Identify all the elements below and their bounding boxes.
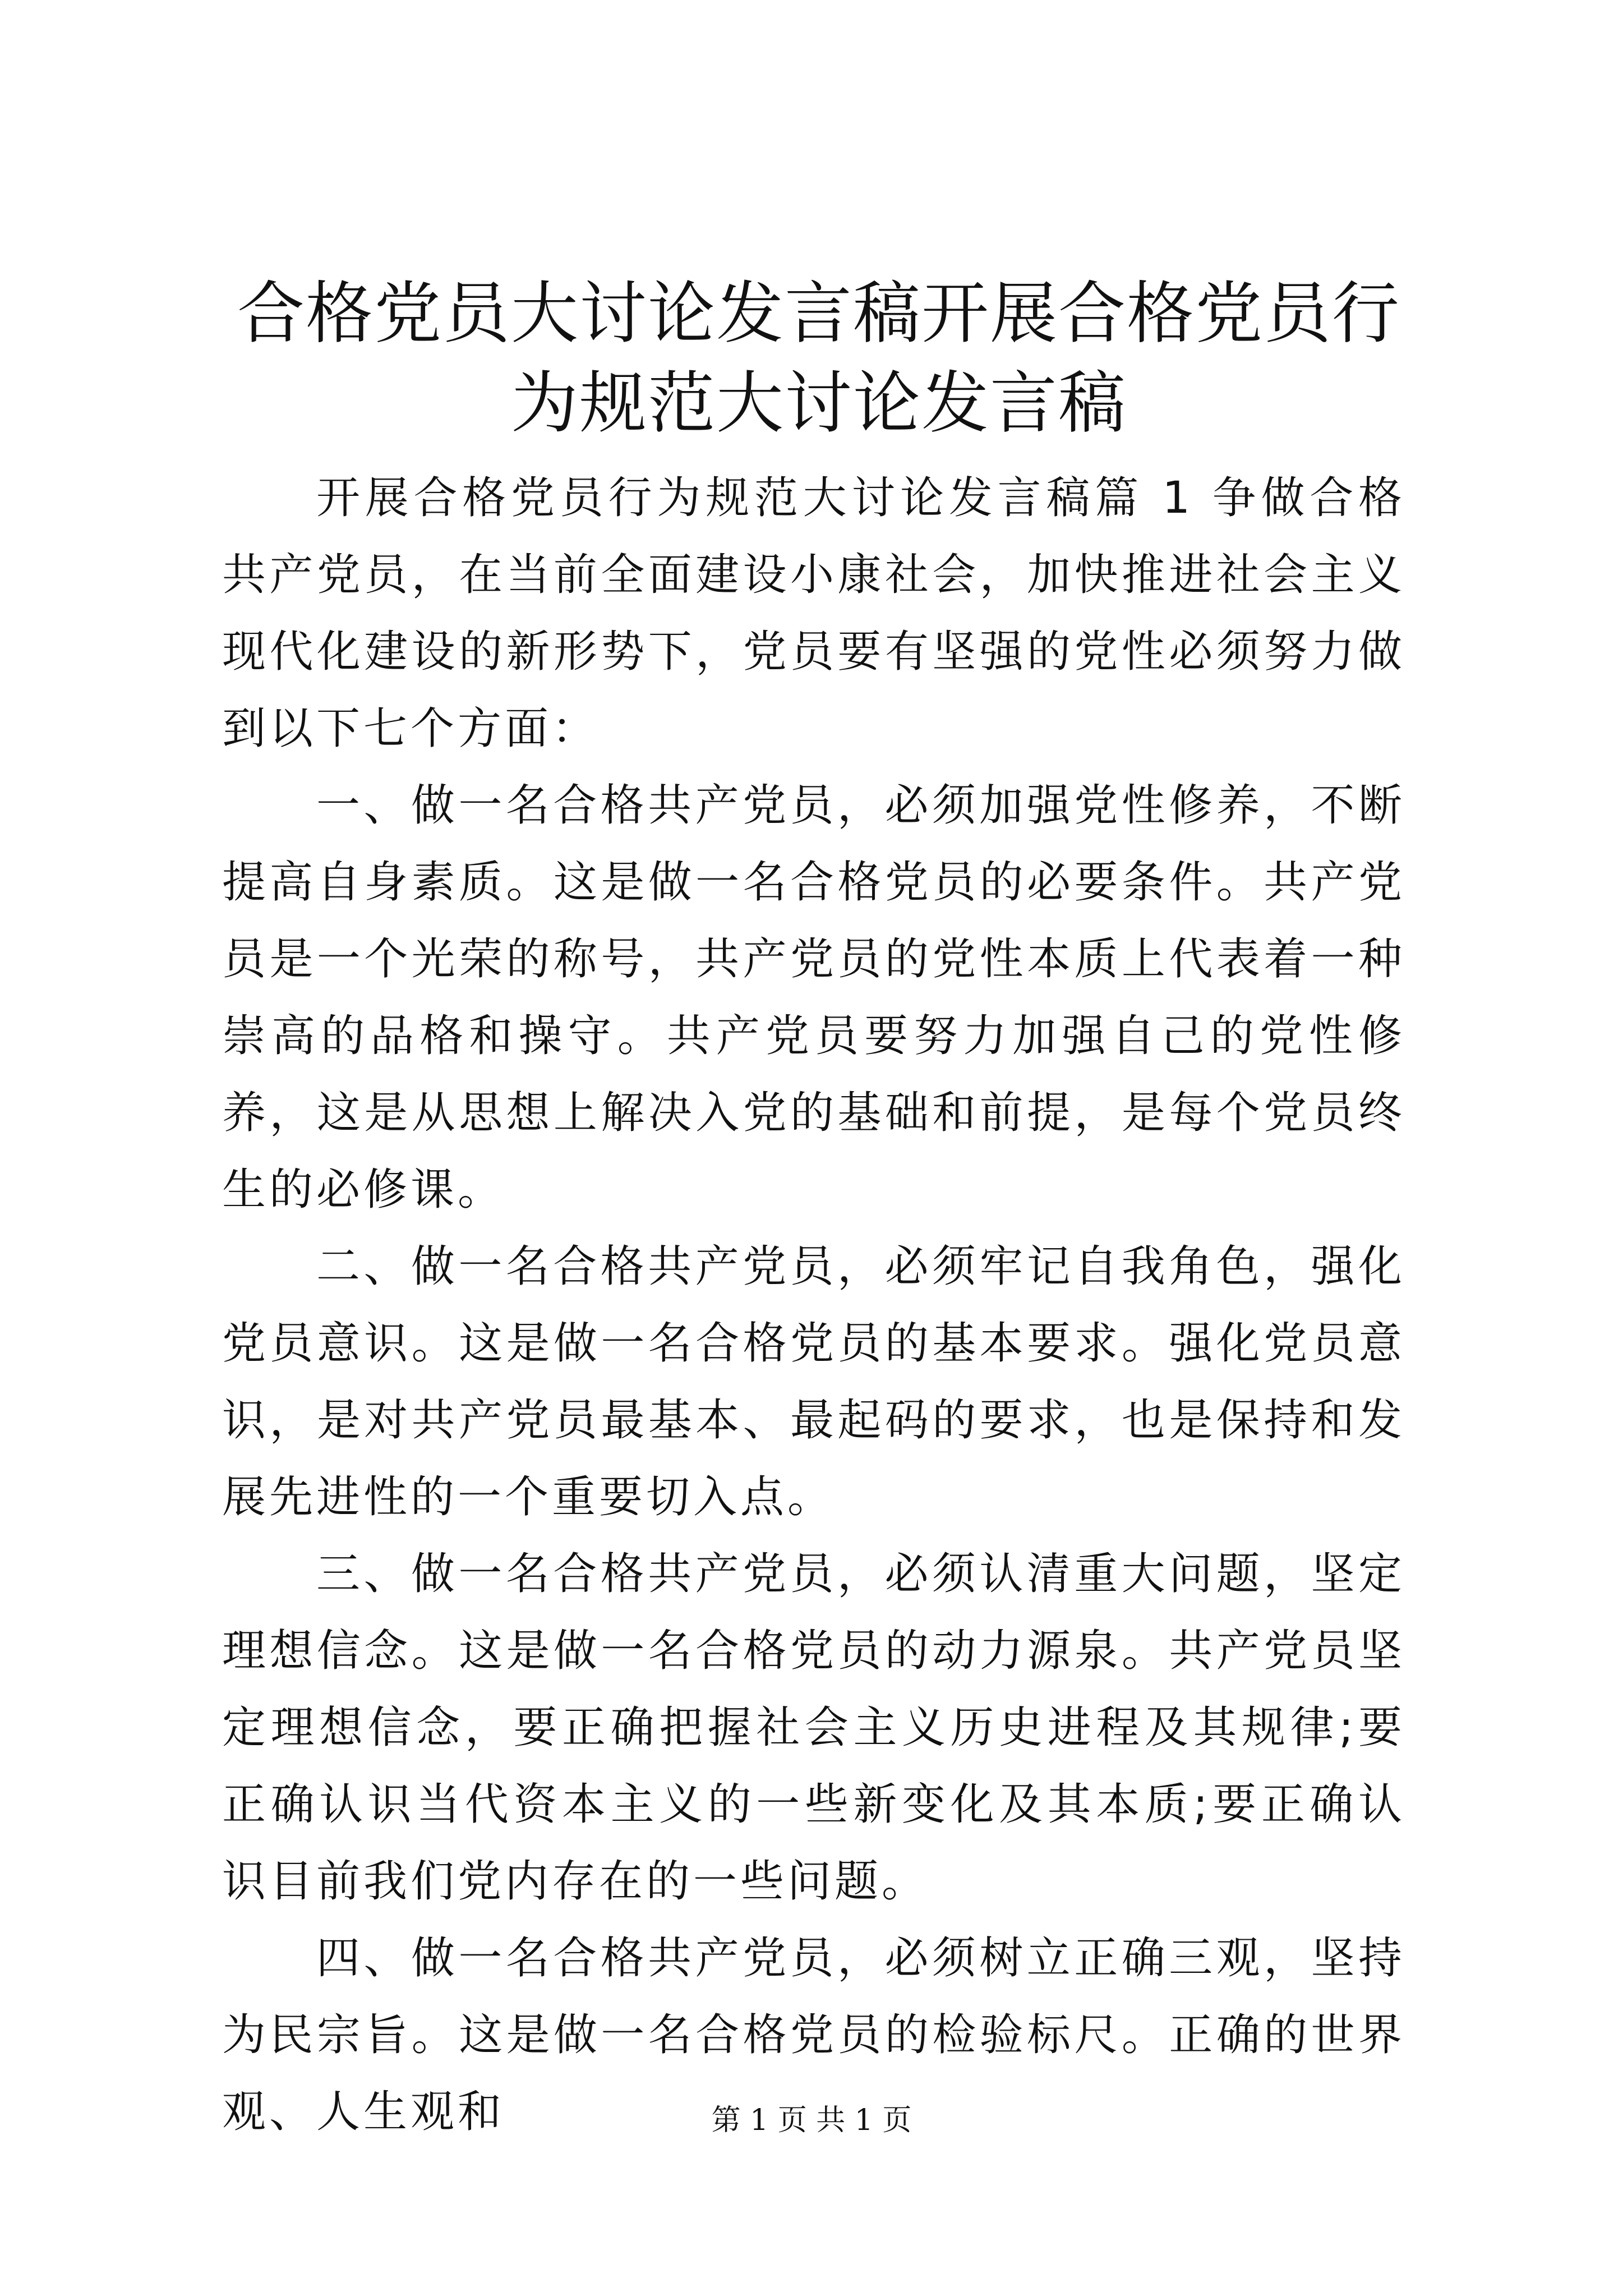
paragraph-point-1: 一、做一名合格共产党员，必须加强党性修养，不断提高自身素质。这是做一名合格党员的必要条件。共产党员是一个光荣的称号，共产党员的党性本质上代表着一种崇高的品格和操守。共产党员要努力加强自己的党性修养，这是从思想上解决入党的基础和前提，是每个党员终生的必修课。 <box>222 780 1405 1215</box>
paragraph-point-4: 四、做一名合格共产党员，必须树立正确三观，坚持为民宗旨。这是做一名合格党员的检验标尺。正确的世界观、人生观和 <box>222 1933 1405 2137</box>
document-body <box>222 460 1405 2151</box>
paragraph-point-3: 三、做一名合格共产党员，必须认清重大问题，坚定理想信念。这是做一名合格党员的动力源泉。共产党员坚定理想信念，要正确把握社会主义历史进程及其规律;要正确认识当代资本主义的一些新变化及其本质;要正确认识目前我们党内存在的一些问题。 <box>222 1549 1405 1907</box>
document-title: 合格党员大讨论发言稿开展合格党员行为规范大讨论发言稿 <box>237 275 1400 443</box>
page-footer: 第 1 页 共 1 页 <box>711 2104 912 2137</box>
paragraph-intro: 开展合格党员行为规范大讨论发言稿篇 1 争做合格共产党员，在当前全面建设小康社会，加快推进社会主义现代化建设的新形势下，党员要有坚强的党性必须努力做到以下七个方面： <box>222 473 1405 754</box>
paragraph-point-2: 二、做一名合格共产党员，必须牢记自我角色，强化党员意识。这是做一名合格党员的基本要求。强化党员意识，是对共产党员最基本、最起码的要求，也是保持和发展先进性的一个重要切入点。 <box>222 1241 1405 1522</box>
